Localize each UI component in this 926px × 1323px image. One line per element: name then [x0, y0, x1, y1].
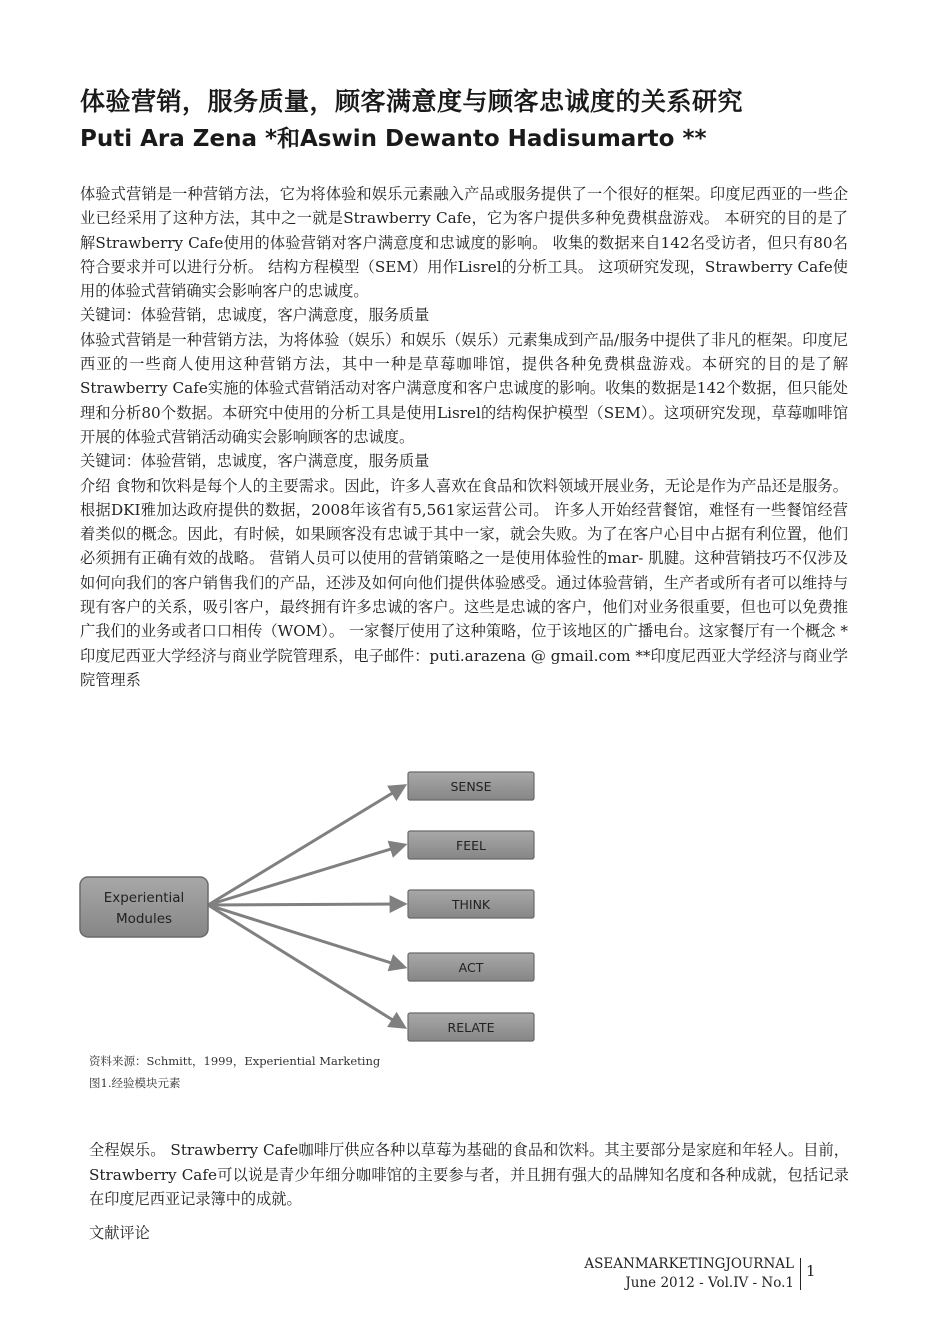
- target-relate: [408, 1013, 534, 1041]
- arrow-to-relate: [208, 905, 404, 1027]
- target-act: [408, 953, 534, 981]
- keywords-1: 关键词：体验营销，忠诚度，客户满意度，服务质量: [80, 306, 430, 325]
- target-act-label: ACT: [458, 960, 484, 975]
- source-label-line2: Modules: [115, 911, 173, 927]
- diagram-arrows: [208, 786, 404, 1027]
- journal-issue: June 2012 - Vol.IV - No.1: [625, 1275, 794, 1291]
- journal-name: ASEANMARKETINGJOURNAL: [584, 1256, 794, 1272]
- keywords-2: 关键词：体验营销，忠诚度，客户满意度，服务质量: [80, 452, 430, 471]
- section-heading-literature: 文献评论: [89, 1224, 150, 1242]
- figure-source-note: 资料来源：Schmitt，1999，Experiential Marketing: [89, 1054, 381, 1068]
- target-feel: [408, 831, 534, 859]
- paper-title: 体验营销，服务质量，顾客满意度与顾客忠诚度的关系研究: [80, 87, 744, 116]
- target-relate-label: RELATE: [447, 1020, 495, 1035]
- target-think: [408, 890, 534, 918]
- paper-authors: Puti Ara Zena *和Aswin Dewanto Hadisumarto **: [80, 126, 707, 152]
- source-label-line1: Experiential: [103, 890, 185, 906]
- continuation-text: [89, 1138, 849, 1212]
- experiential-modules-diagram: [78, 765, 558, 1055]
- journal-footer: [540, 1255, 794, 1293]
- arrow-to-sense: [208, 786, 404, 905]
- arrow-to-feel: [208, 845, 404, 905]
- arrow-to-think: [208, 904, 404, 905]
- source-box: [80, 877, 208, 937]
- arrow-to-act: [208, 905, 404, 967]
- main-text: [80, 182, 848, 692]
- page-number: 1: [806, 1262, 816, 1280]
- cafe-paragraph: 全程娱乐。 Strawberry Cafe咖啡厅供应各种以草莓为基础的食品和饮料。其主要部分是家庭和年轻人。目前，Strawberry Cafe可以说是青少年细分咖啡馆的主要参与者，并且拥有强大的品牌知名度和各种成就，包括记录在印度尼西亚记录簿中的成就。: [89, 1141, 849, 1208]
- target-sense-label: SENSE: [450, 779, 492, 794]
- figure-caption: 图1.经验模块元素: [89, 1076, 181, 1090]
- abstract-zh: 体验式营销是一种营销方法，它为将体验和娱乐元素融入产品或服务提供了一个很好的框架。印度尼西亚的一些企业已经采用了这种方法，其中之一就是Strawberry Cafe，它为客户提供多种免费棋盘游戏。 本研究的目的是了解Strawberry Cafe使用的体验营销对客户满意度和忠诚度的影响。 收集的数据来自142名受访者，但只有80名符合要求并可以进行分析。 结构方程模型（SEM）用作Lisrel的分析工具。 这项研究发现，Strawberry Cafe使用的体验式营销确实会影响客户的忠诚度。: [80, 185, 848, 301]
- target-feel-label: FEEL: [456, 838, 486, 853]
- target-sense: [408, 772, 534, 800]
- footer-divider: [800, 1258, 801, 1290]
- target-think-label: THINK: [451, 897, 491, 912]
- abstract-translation: 体验式营销是一种营销方法，为将体验（娱乐）和娱乐（娱乐）元素集成到产品/服务中提供了非凡的框架。印度尼西亚的一些商人使用这种营销方法，其中一种是草莓咖啡馆，提供各种免费棋盘游戏。本研究的目的是了解Strawberry Cafe实施的体验式营销活动对客户满意度和客户忠诚度的影响。收集的数据是142个数据，但只能处理和分析80个数据。本研究中使用的分析工具是使用Lisrel的结构保护模型（SEM）。这项研究发现，草莓咖啡馆开展的体验式营销活动确实会影响顾客的忠诚度。: [80, 330, 848, 446]
- introduction: 介绍 食物和饮料是每个人的主要需求。因此，许多人喜欢在食品和饮料领域开展业务，无论是作为产品还是服务。根据DKI雅加达政府提供的数据，2008年该省有5,561家运营公司。 许多人开始经营餐馆，难怪有一些餐馆经营着类似的概念。因此，有时候，如果顾客没有忠诚于其中一家，就会失败。为了在客户心目中占据有利位置，他们必须拥有正确有效的战略。 营销人员可以使用的营销策略之一是使用体验性的mar- 肌腱。这种营销技巧不仅涉及如何向我们的客户销售我们的产品，还涉及如何向他们提供体验感受。通过体验营销，生产者或所有者可以维持与现有客户的关系，吸引客户，最终拥有许多忠诚的客户。这些是忠诚的客户，他们对业务很重要，但也可以免费推广我们的业务或者口口相传（WOM）。 一家餐厅使用了这种策略，位于该地区的广播电台。这家餐厅有一个概念 *印度尼西亚大学经济与商业学院管理系，电子邮件：puti.arazena @ gmail.com **印度尼西亚大学经济与商业学院管理系: [80, 476, 848, 689]
